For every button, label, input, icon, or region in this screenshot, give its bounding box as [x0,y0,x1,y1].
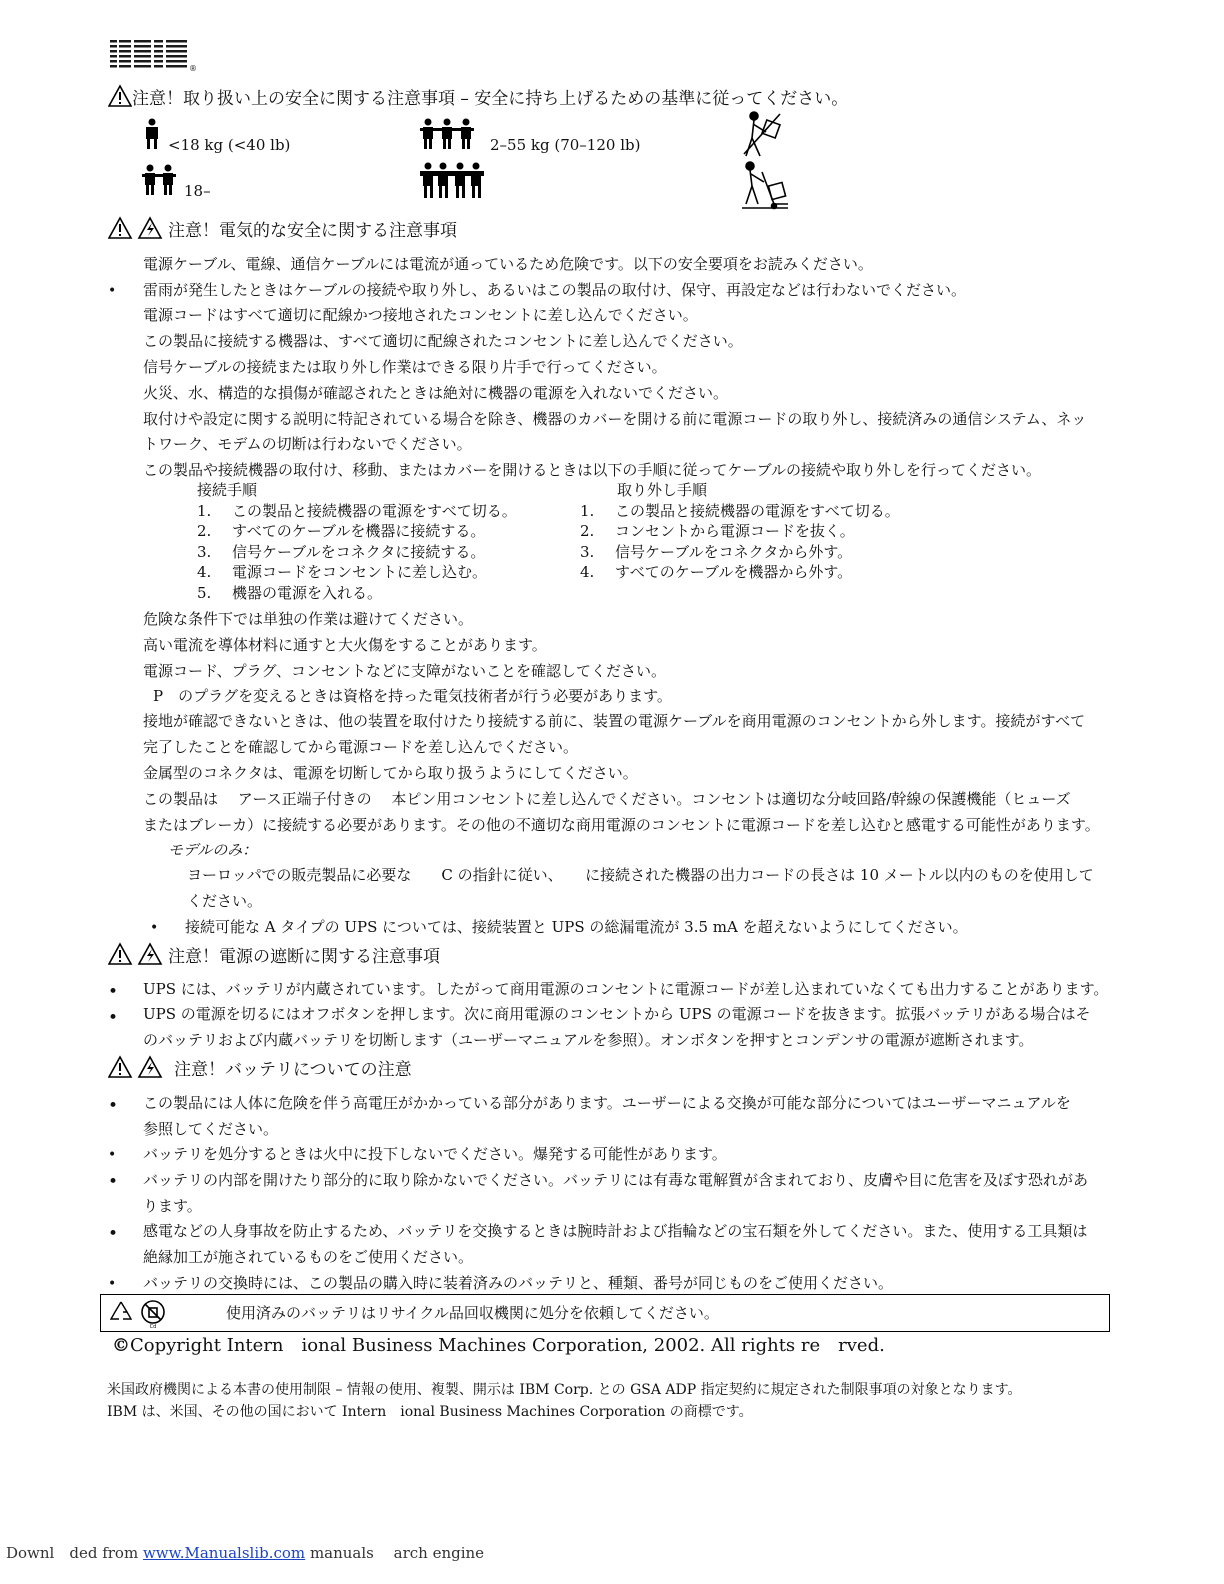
ibm-logo [107,38,199,76]
power-bullet-1: UPS には、バッテリが内蔵されています。したがって商用電源のコンセントに電源コードが差し込まれていなくても出力することがあります。 [143,980,1109,998]
person-1-icon [142,118,162,154]
electrical-heading: 注意！電気的な安全に関する注意事項 [108,216,457,243]
electrical-line-3: 信号ケーブルの接続または取り外し作業はできる限り片手で行ってください。 [143,358,667,376]
electrical-line-9: 電源コード、プラグ、コンセントなどに支障がないことを確認してください。 [143,662,667,680]
bullet: • [150,920,159,936]
bullet: • [108,1276,117,1292]
electrical-line-8: 高い電流を導体材料に通すと大火傷をすることがあります。 [143,636,547,654]
power-bullet-2a: UPS の電源を切るにはオフボタンを押します。次に商用電源のコンセントから UPS の電源コードを抜きます。拡張バッテリがある場合はそ [143,1005,1091,1023]
connect-title: 接続手順 [197,481,258,499]
warning-icon [108,84,132,108]
disconnect-title: 取り外し手順 [617,481,708,499]
electrical-line-13a: この製品は アース正端子付きの 本ピン用コンセントに差し込んでください。コンセントは適切な分岐回路/幹線の保護機能（ヒューズ [143,790,1071,808]
svg-text:Cd: Cd [149,1324,157,1329]
bullet: • [108,1096,119,1116]
battery-bullet-1a: この製品には人体に危険を伴う高電圧がかかっている部分があります。ユーザーによる交換が可能な部分についてはユーザーマニュアルを [143,1094,1071,1112]
electrical-line-1: 電源コードはすべて適切に配線かつ接地されたコンセントに差し込んでください。 [143,306,698,324]
warning-electric-icon [108,216,168,240]
electrical-line-11a: 接地が確認できないときは、他の装置を取付けたり接続する前に、装置の電源ケーブルを商用電源のコンセントから外します。接続がすべて [143,712,1086,730]
disconnect-step: 4. すべてのケーブルを機器から外す。 [580,563,853,581]
connect-step: 4. 電源コードをコンセントに差し込む。 [197,563,488,581]
battery-bullet-1b: 参照してください。 [143,1120,279,1138]
electrical-line-5b: トワーク、モデムの切断は行わないでください。 [143,435,472,453]
warning-electric-icon [108,1055,168,1079]
hand-truck-icon [740,160,790,214]
recycle-icon [109,1299,169,1329]
battery-bullet-4b: 絶縁加工が施されているものをご使用ください。 [143,1248,474,1266]
battery-bullet-5: バッテリの交換時には、この製品の購入時に装着済みのバッテリと、種類、番号が同じものをご使用ください。 [143,1274,894,1292]
lifting-heading: 注意！取り扱い上の安全に関する注意事項 – 安全に持ち上げるための基準に従ってください。 [108,84,848,111]
battery-heading: 注意！バッテリについての注意 [108,1055,412,1082]
connect-step: 1. この製品と接続機器の電源をすべて切る。 [197,501,517,520]
footer-line-1: 米国政府機関による本書の使用制限 – 情報の使用、複製、開示は IBM Corp. との GSA ADP 指定契約に規定された制限事項の対象となります。 [107,1382,1022,1398]
recycle-box [100,1294,1110,1332]
download-line: Downl ded from www.Manualslib.com manuals arch engine [6,1544,485,1562]
bullet: • [108,283,117,299]
electrical-line-12: 金属型のコネクタは、電源を切断してから取り扱うようにしてください。 [143,764,638,782]
electrical-line-6: この製品や接続機器の取付け、移動、またはカバーを開けるときは以下の手順に従ってケーブルの接続や取り外しを行ってください。 [143,461,1042,479]
svg-text:®: ® [189,64,197,72]
weight-label-2: 2–55 kg (70–120 lb) [490,136,641,154]
bullet: • [108,1147,117,1163]
battery-bullet-3b: ります。 [143,1197,202,1215]
bullet: • [108,1008,119,1028]
copyright: ©Copyright Intern ional Business Machines Corporation, 2002. All rights re rved. [112,1335,885,1356]
disconnect-step: 2. コンセントから電源コードを抜く。 [580,522,855,540]
warning-electric-icon [108,942,168,966]
electrical-line-7: 危険な条件下では単独の作業は避けてください。 [143,610,474,628]
electrical-line-2: この製品に接続する機器は、すべて適切に配線されたコンセントに差し込んでください。 [143,332,743,350]
bullet: • [108,1172,119,1192]
electrical-bullet-2: 接続可能な A タイプの UPS については、接続装置と UPS の総漏電流が 3.5 mA を超えないようにしてください。 [185,918,968,936]
manualslib-link[interactable]: www.Manualslib.com [142,1544,306,1562]
footer-line-2: IBM は、米国、その他の国において Intern ional Business Machines Corporation の商標です。 [107,1404,753,1420]
weight-label-3: 18– [184,182,211,200]
power-bullet-2b: のバッテリおよび内蔵バッテリを切断します（ユーザーマニュアルを参照）。オンボタンを押すとコンデンサの電源が遮断されます。 [143,1031,1034,1049]
persons-4-icon [420,162,484,204]
ibm-logo-icon [107,38,199,72]
connect-procedure [197,480,517,603]
electrical-line-5a: 取付けや設定に関する説明に特記されている場合を除き、機器のカバーを開ける前に電源コードの取り外し、接続済みの通信システム、ネッ [143,410,1087,428]
electrical-line-4: 火災、水、構造的な損傷が確認されたときは絶対に機器の電源を入れないでください。 [143,384,729,402]
recycle-text: 使用済みのバッテリはリサイクル品回収機関に処分を依頼してください。 [226,1304,719,1322]
weight-label-1: <18 kg (<40 lb) [168,136,291,154]
bullet: • [108,982,119,1002]
electrical-line-10: P のプラグを変えるときは資格を持った電気技術者が行う必要があります。 [153,687,672,705]
no-lift-icon [740,110,786,162]
connect-step: 3. 信号ケーブルをコネクタに接続する。 [197,542,486,561]
bullet: • [108,1224,119,1244]
connect-step: 2. すべてのケーブルを機器に接続する。 [197,522,486,540]
disconnect-step: 3. 信号ケーブルをコネクタから外す。 [580,542,853,561]
electrical-bullet-1: 雷雨が発生したときはケーブルの接続や取り外し、あるいはこの製品の取付け、保守、再設定などは行わないでください。 [143,281,967,299]
battery-bullet-3a: バッテリの内部を開けたり部分的に取り除かないでください。バッテリには有毒な電解質が含まれており、皮膚や目に危害を及ぼす恐れがあ [143,1171,1089,1189]
model-only: モデルのみ： [168,841,258,859]
battery-bullet-4a: 感電などの人身事故を防止するため、バッテリを交換するときは腕時計および指輪などの宝石類を外してください。また、使用する工具類は [143,1222,1088,1240]
power-heading: 注意！電源の遮断に関する注意事項 [108,942,440,969]
battery-bullet-2: バッテリを処分するときは火中に投下しないでください。爆発する可能性があります。 [143,1145,727,1163]
connect-step: 5. 機器の電源を入れる。 [197,583,383,602]
copyright-icon: © [112,1335,130,1356]
electrical-intro: 電源ケーブル、電線、通信ケーブルには電流が通っているため危険です。以下の安全要項をお読みください。 [143,255,873,273]
electrical-line-13b: またはブレーカ）に接続する必要があります。その他の不適切な商用電源のコンセントに電源コードを差し込むと感電する可能性があります。 [143,816,1100,834]
persons-2-icon [142,164,176,200]
disconnect-step: 1. この製品と接続機器の電源をすべて切る。 [580,501,900,520]
electrical-line-11b: 完了したことを確認してから電源コードを差し込んでください。 [143,738,579,756]
electrical-line-14b: ください。 [187,892,263,910]
electrical-line-14a: ヨーロッパでの販売製品に必要な C の指針に従い、 に接続された機器の出力コードの長さは 10 メートル以内のものを使用して [187,866,1094,884]
persons-3-icon [420,118,474,154]
disconnect-procedure [580,480,900,583]
